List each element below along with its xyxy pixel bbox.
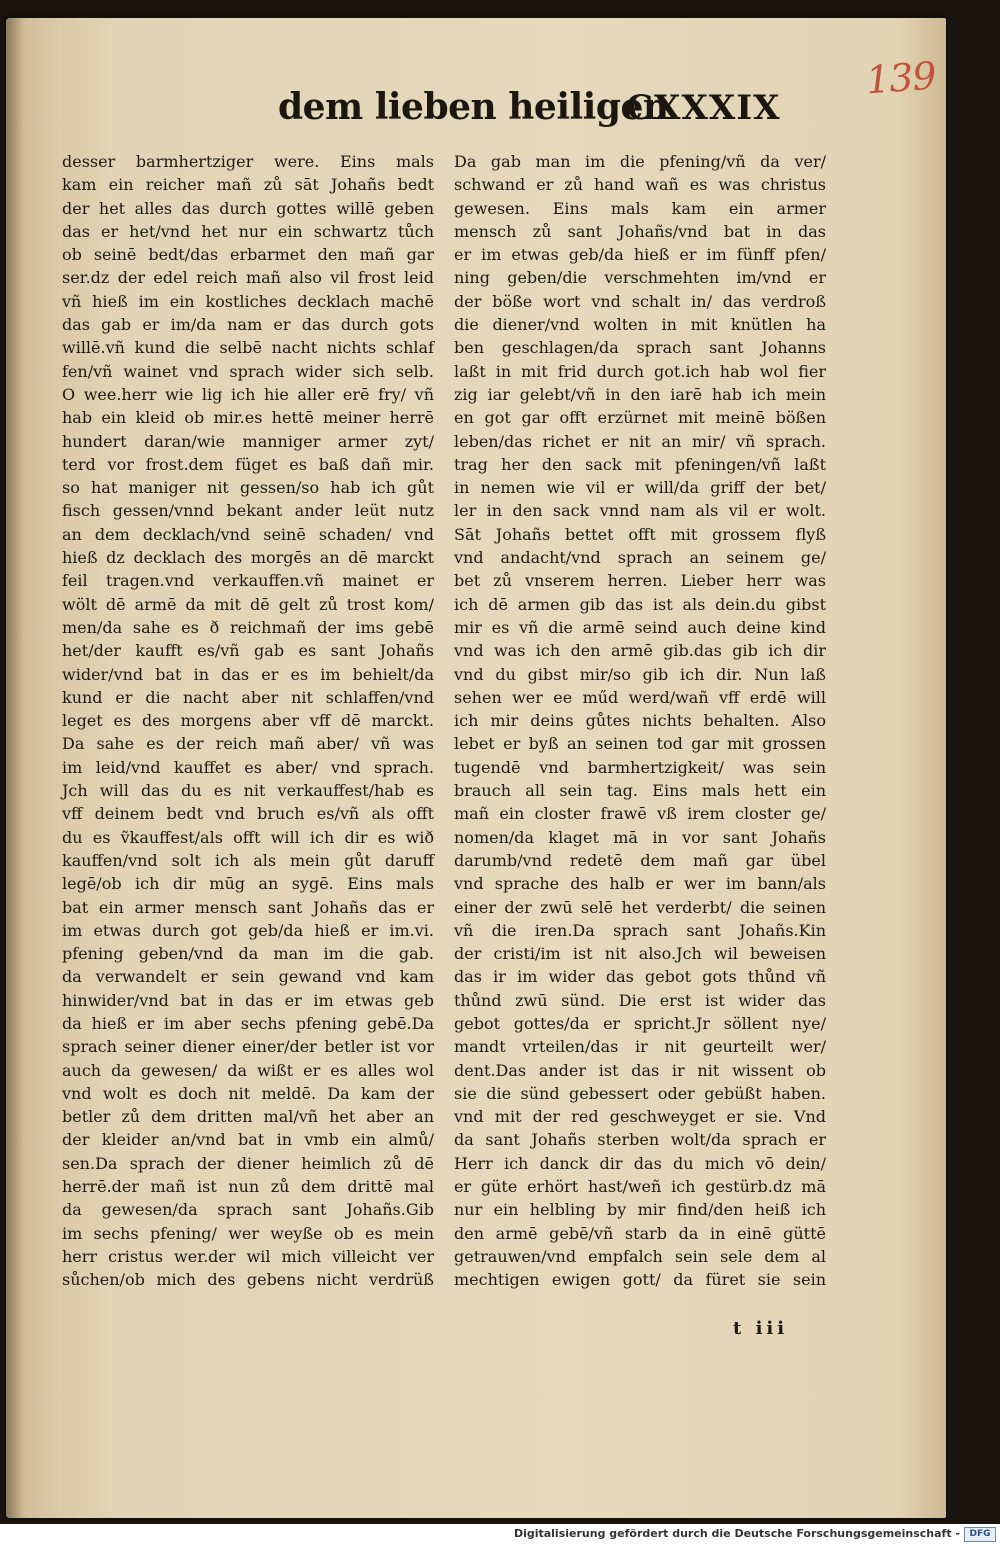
text-line: du es ṽkauffest/als offt will ich dir es wið [62, 827, 434, 847]
text-line: Sāt Johañs bettet offt mit grossem flyß [454, 524, 826, 544]
text-line: auch da gewesen/ da wißt er es alles wol [62, 1060, 434, 1080]
text-line: vnd du gibst mir/so gib ich dir. Nun laß [454, 664, 826, 684]
text-line: das er het/vnd het nur ein schwartz tůch [62, 221, 434, 241]
text-line: ser.dz der edel reich mañ also vil frost leid [62, 268, 434, 288]
text-column-left [62, 150, 434, 1292]
text-line: Da gab man im die pfening/vñ da ver/ [454, 152, 826, 171]
running-head: dem lieben heiligen [278, 86, 669, 128]
text-line: mechtigen ewigen gott/ da füret sie sein [454, 1270, 826, 1290]
text-line: mir es vñ die armē seind auch deine kind [454, 617, 826, 637]
text-line: da verwandelt er sein gewand vnd kam [62, 967, 434, 987]
text-line: er güte erhört hast/weñ ich gestürb.dz mā [454, 1177, 826, 1197]
text-line: leben/das richet er nit an mir/ vñ sprach. [454, 431, 826, 451]
text-line: gewesen. Eins mals kam ein armer [454, 198, 826, 218]
text-line: laßt in mit frid durch got.ich hab wol fier [454, 361, 826, 381]
text-line: das gab er im/da nam er das durch gots [62, 315, 434, 335]
text-line: so hat maniger nit gessen/so hab ich gůt [62, 478, 434, 498]
text-line: wider/vnd bat in das er es im behielt/da [62, 664, 434, 684]
text-line: men/da sahe es ð reichmañ der ims gebē [62, 617, 434, 637]
text-line: ler in den sack vnnd nam als vil er wolt. [454, 501, 826, 521]
text-line: desser barmhertziger were. Eins mals [62, 152, 434, 171]
text-line: da sant Johañs sterben wolt/da sprach er [454, 1130, 826, 1150]
text-line: legē/ob ich dir mūg an sygē. Eins mals [62, 874, 434, 894]
text-line: ich mir deins gůtes nichts behalten. Also [454, 711, 826, 731]
dfg-logo-icon: DFG [964, 1527, 996, 1542]
text-line: vnd sprache des halb er wer im bann/als [454, 874, 826, 894]
text-line: lebet er byß an seinen tod gar mit grossen [454, 734, 826, 754]
text-line: er im etwas geb/da hieß er im fünff pfen/ [454, 245, 826, 265]
text-line: in nemen wie vil er will/da griff der bet/ [454, 478, 826, 498]
text-line: gebot gottes/da er spricht.Jr söllent nye/ [454, 1013, 826, 1033]
page-gutter-shadow [6, 18, 24, 1518]
text-line: zig iar gelebt/vñ in den iarē hab ich mein [454, 384, 826, 404]
text-line: vnd wolt es doch nit meldē. Da kam der [62, 1083, 434, 1103]
text-line: het/der kaufft es/vñ gab es sant Johañs [62, 641, 434, 661]
text-line: die diener/vnd wolten in mit knütlen ha [454, 315, 826, 335]
text-line: ben geschlagen/da sprach sant Johanns [454, 338, 826, 358]
text-line: mensch zů sant Johañs/vnd bat in das [454, 221, 826, 241]
text-line: nur ein helbling by mir find/den heiß ich [454, 1200, 826, 1220]
text-line: sprach seiner diener einer/der betler ist vor [62, 1037, 434, 1057]
text-line: an dem decklach/vnd seinē schaden/ vnd [62, 524, 434, 544]
text-line: kam ein reicher mañ zů sāt Johañs bedt [62, 175, 434, 195]
text-line: Herr ich danck dir das du mich vō dein/ [454, 1153, 826, 1173]
text-line: kauffen/vnd solt ich als mein gůt daruff [62, 850, 434, 870]
digitization-credit: Digitalisierung gefördert durch die Deutsche Forschungsgemeinschaft - [513, 1527, 960, 1540]
text-line: ich dē armen gib das ist als dein.du gibst [454, 594, 826, 614]
handwritten-folio-number: 139 [864, 53, 937, 103]
roman-folio-number: CXXXIX [626, 88, 781, 128]
text-line: herr cristus wer.der wil mich villeicht ver [62, 1246, 434, 1266]
text-line: thůnd zwū sünd. Die erst ist wider das [454, 990, 826, 1010]
text-line: schwand er zů hand wañ es was christus [454, 175, 826, 195]
text-line: vff deinem bedt vnd bruch es/vñ als offt [62, 804, 434, 824]
text-line: vnd andacht/vnd sprach an seinem ge/ [454, 548, 826, 568]
text-line: ob seinē bedt/das erbarmet den mañ gar [62, 245, 434, 265]
text-line: hieß dz decklach des morgēs an dē marckt [62, 548, 434, 568]
text-line: der böße wort vnd schalt in/ das verdroß [454, 291, 826, 311]
text-line: hab ein kleid ob mir.es hettē meiner herrē [62, 408, 434, 428]
text-line: tugendē vnd barmhertzigkeit/ was sein [454, 757, 826, 777]
text-line: bet zů vnserem herren. Lieber herr was [454, 571, 826, 591]
text-line: getrauwen/vnd empfalch sein sele dem al [454, 1246, 826, 1266]
text-line: der kleider an/vnd bat in vmb ein almů/ [62, 1130, 434, 1150]
text-line: pfening geben/vnd da man im die gab. [62, 944, 434, 964]
text-line: brauch all sein tag. Eins mals hett ein [454, 781, 826, 801]
text-line: kund er die nacht aber nit schlaffen/vnd [62, 687, 434, 707]
text-line: herrē.der mañ ist nun zů dem drittē mal [62, 1177, 434, 1197]
text-line: nomen/da klaget mā in vor sant Johañs [454, 827, 826, 847]
text-line: der cristi/im ist nit also.Jch wil beweisen [454, 944, 826, 964]
text-line: Da sahe es der reich mañ aber/ vñ was [62, 734, 434, 754]
text-line: sen.Da sprach der diener heimlich zů dē [62, 1153, 434, 1173]
text-column-right [454, 150, 826, 1292]
text-line: fisch gessen/vnnd bekant ander leüt nutz [62, 501, 434, 521]
text-line: Jch will das du es nit verkauffest/hab es [62, 781, 434, 801]
text-line: vnd mit der red geschweyget er sie. Vnd [454, 1107, 826, 1127]
text-line: en got gar offt erzürnet mit meinē bößen [454, 408, 826, 428]
text-line: da hieß er im aber sechs pfening gebē.Da [62, 1013, 434, 1033]
text-line: feil tragen.vnd verkauffen.vñ mainet er [62, 571, 434, 591]
text-line: leget es des morgens aber vff dē marckt. [62, 711, 434, 731]
text-line: O wee.herr wie lig ich hie aller erē fry/ vñ [62, 384, 434, 404]
text-line: mandt vrteilen/das ir nit geurteilt wer/ [454, 1037, 826, 1057]
text-line: trag her den sack mit pfeningen/vñ laßt [454, 454, 826, 474]
text-line: vñ die iren.Da sprach sant Johañs.Kin [454, 920, 826, 940]
text-line: ning geben/die verschmehten im/vnd er [454, 268, 826, 288]
text-line: dent.Das ander ist das ir nit wissent ob [454, 1060, 826, 1080]
text-line: darumb/vnd redetē dem mañ gar übel [454, 850, 826, 870]
signature-mark: t iii [733, 1318, 789, 1339]
text-line: der het alles das durch gottes willē geben [62, 198, 434, 218]
text-line: den armē gebē/vñ starb da in einē güttē [454, 1223, 826, 1243]
text-line: terd vor frost.dem füget es baß dañ mir. [62, 454, 434, 474]
text-line: wölt dē armē da mit dē gelt zů trost kom/ [62, 594, 434, 614]
text-line: hinwider/vnd bat in das er im etwas geb [62, 990, 434, 1010]
text-line: betler zů dem dritten mal/vñ het aber an [62, 1107, 434, 1127]
text-line: vñ hieß im ein kostliches decklach machē [62, 291, 434, 311]
text-line: sůchen/ob mich des gebens nicht verdrüß [62, 1270, 434, 1290]
text-line: im etwas durch got geb/da hieß er im.vi. [62, 920, 434, 940]
text-line: mañ ein closter frawē vß irem closter ge/ [454, 804, 826, 824]
text-line: fen/vñ wainet vnd sprach wider sich selb. [62, 361, 434, 381]
text-line: im leid/vnd kauffet es aber/ vnd sprach. [62, 757, 434, 777]
text-line: hundert daran/wie manniger armer zyt/ [62, 431, 434, 451]
text-line: da gewesen/da sprach sant Johañs.Gib [62, 1200, 434, 1220]
text-line: willē.vñ kund die selbē nacht nichts schlaf [62, 338, 434, 358]
text-line: vnd was ich den armē gib.das gib ich dir [454, 641, 826, 661]
text-line: sehen wer ee műd werd/wañ vff erdē will [454, 687, 826, 707]
text-line: das ir im wider das gebot gots thůnd vñ [454, 967, 826, 987]
text-line: im sechs pfening/ wer weyße ob es mein [62, 1223, 434, 1243]
text-line: einer der zwū selē het verderbt/ die seinen [454, 897, 826, 917]
text-line: sie die sünd gebessert oder gebüßt haben. [454, 1083, 826, 1103]
text-line: bat ein armer mensch sant Johañs das er [62, 897, 434, 917]
